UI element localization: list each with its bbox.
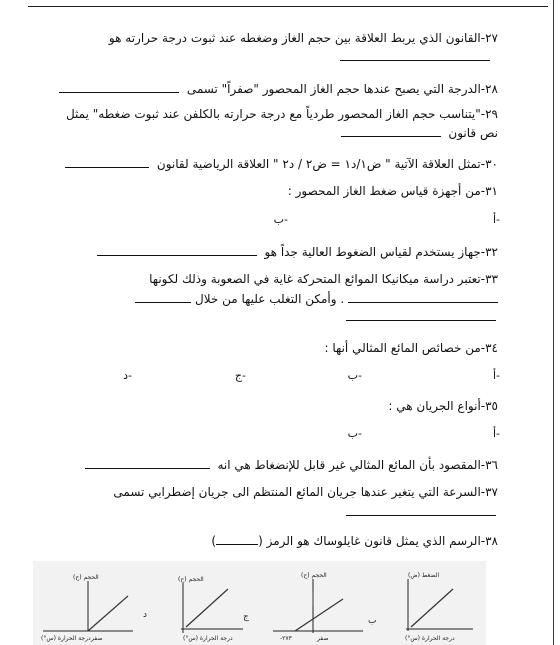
graph-b bbox=[273, 572, 376, 642]
answer-blank[interactable] bbox=[346, 503, 496, 516]
q34-choice-b: ب- bbox=[347, 369, 362, 382]
q34-choice-a: أ- bbox=[492, 369, 500, 382]
question-37 bbox=[113, 484, 498, 500]
question-28 bbox=[59, 80, 498, 97]
graph-c-xlabel: درجة الحرارة (س°) bbox=[183, 635, 233, 642]
graphs-svg bbox=[33, 561, 486, 645]
question-35 bbox=[388, 398, 498, 414]
question-text: ٢٧-القانون الذي يربط العلاقة بين حجم الغاز وضغطه عند ثبوت درجة حرارته هو bbox=[108, 31, 498, 45]
page-border bbox=[553, 0, 554, 645]
answer-blank[interactable] bbox=[135, 290, 191, 303]
question-text: نص قانون bbox=[448, 126, 498, 140]
answer-blank[interactable] bbox=[340, 48, 490, 61]
question-29 bbox=[66, 106, 498, 122]
question-text: ٣١-من أجهزة قياس ضغط الغاز المحصور : bbox=[287, 184, 498, 198]
question-text: . وأمكن التغلب عليها من خلال bbox=[195, 292, 345, 306]
answer-blank[interactable] bbox=[341, 124, 441, 137]
answer-blank[interactable] bbox=[216, 532, 258, 545]
question-text: ٣٦-المقصود بأن المائع المثالي غير قابل للإنضغاط هي انه bbox=[217, 458, 498, 472]
q35-choice-b: ب- bbox=[347, 427, 362, 440]
graph-b-letter: ب bbox=[368, 616, 377, 626]
question-38 bbox=[211, 532, 498, 549]
q31-choice-b: ب- bbox=[273, 213, 288, 226]
question-29-line2 bbox=[341, 124, 498, 141]
question-text: ٣٧-السرعة التي يتغير عندها جريان المائع المنتظم الى جريان إضطرابي تسمى bbox=[113, 485, 498, 499]
question-27 bbox=[109, 30, 498, 46]
question-36 bbox=[85, 456, 498, 473]
question-33-line2 bbox=[135, 290, 498, 307]
question-text: ٢٩-"يتناسب حجم الغاز المحصور طردياً مع درجة حرارته بالكلفن عند ثبوت ضغطه" يمثل bbox=[65, 107, 498, 121]
question-31 bbox=[288, 183, 498, 199]
question-32 bbox=[97, 243, 498, 260]
question-30 bbox=[65, 155, 498, 172]
graph-a-ylabel: الضغط (ض) bbox=[408, 572, 440, 579]
q34-choice-c: ج- bbox=[234, 369, 246, 382]
question-37-answer-line bbox=[346, 503, 496, 520]
question-text: ٣٤-من خصائص المائع المثالي أنها : bbox=[324, 341, 498, 355]
graph-d-xlabel: درجة الحرارة (س°) bbox=[41, 635, 91, 642]
question-34 bbox=[325, 340, 498, 356]
question-text: ٢٨-الدرجة التي يصبح عندها حجم الغاز المحصور "صفراً" تسمى bbox=[186, 82, 498, 96]
question-text: ٣٣-تعتبر دراسة ميكانيكا الموائع المتحركة غاية في الصعوبة وذلك لكونها bbox=[149, 272, 498, 286]
close-paren: ) bbox=[211, 534, 217, 548]
question-text: ٣٥-أنواع الجريان هي : bbox=[388, 399, 498, 413]
graph-c-ylabel: الحجم (ح) bbox=[178, 576, 204, 583]
graph-c-letter: ج bbox=[243, 612, 249, 622]
graph-c bbox=[178, 576, 249, 642]
answer-blank[interactable] bbox=[65, 155, 149, 168]
question-text: ٣٨-الرسم الذي يمثل قانون غايلوساك هو الرمز ( bbox=[258, 534, 498, 548]
q34-choice-d: د- bbox=[123, 369, 132, 382]
question-33-line3 bbox=[346, 308, 496, 325]
top-rule bbox=[28, 0, 548, 7]
graph-b-neg: -٢٧٣ bbox=[280, 635, 292, 642]
q31-choice-a: أ- bbox=[492, 213, 500, 226]
answer-blank[interactable] bbox=[348, 290, 498, 303]
graph-d bbox=[41, 574, 147, 642]
question-33 bbox=[149, 271, 498, 287]
graph-a-xlabel: درجة الحرارة (س°) bbox=[405, 635, 455, 642]
answer-blank[interactable] bbox=[97, 243, 257, 256]
graph-b-ylabel: الحجم (ح) bbox=[301, 572, 327, 579]
graph-b-zero: صفر bbox=[317, 635, 329, 642]
q35-choice-a: أ- bbox=[492, 427, 500, 440]
question-text: ٣٠-تمثل العلاقة الآتية " ض١/د١ = ض٢ / د٢ " العلاقة الرياضية لقانون bbox=[156, 157, 498, 171]
question-text: ٣٢-جهاز يستخدم لقياس الضغوط العالية جداً هو bbox=[264, 245, 498, 259]
answer-blank[interactable] bbox=[346, 308, 496, 321]
answer-blank[interactable] bbox=[59, 80, 179, 93]
graph-d-ylabel: الحجم (ح) bbox=[73, 574, 99, 581]
graphs-image bbox=[33, 561, 486, 645]
graph-d-zero: صفر bbox=[91, 635, 103, 642]
question-27-answer-line bbox=[340, 48, 490, 65]
graph-a bbox=[405, 572, 473, 642]
graph-d-letter: د bbox=[143, 610, 148, 620]
answer-blank[interactable] bbox=[85, 456, 210, 469]
